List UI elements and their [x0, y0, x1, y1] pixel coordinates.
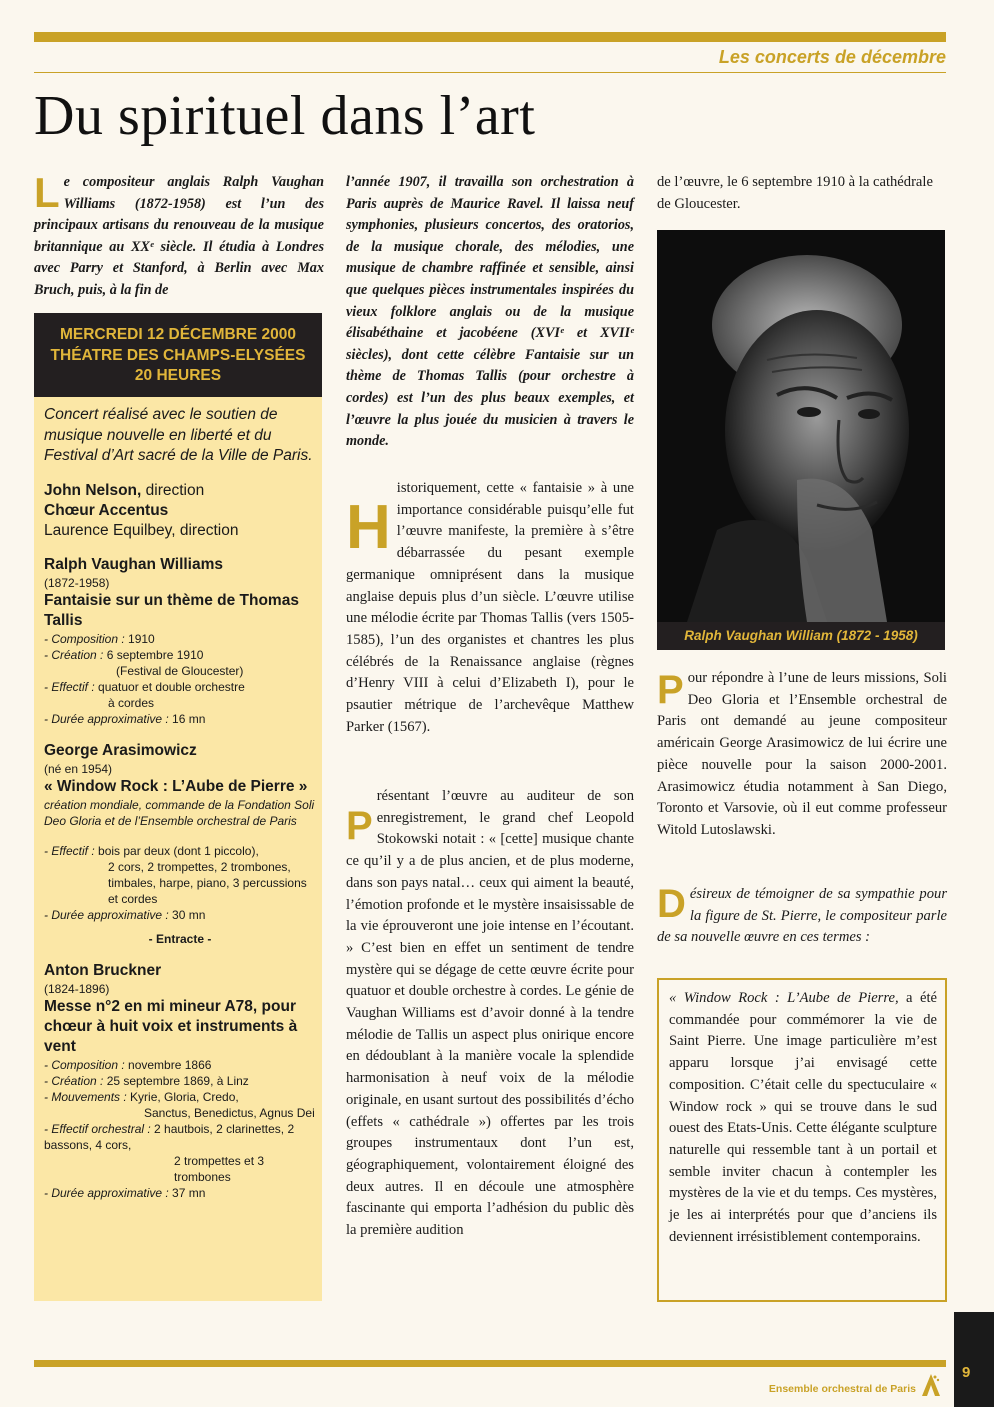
detail-continuation: 2 cors, 2 trompettes, 2 trombones, timbales, harpe, piano, 3 percussions et cordes — [108, 859, 307, 906]
work-detail — [44, 1121, 316, 1153]
work-detail — [44, 1057, 316, 1073]
event-date: MERCREDI 12 DÉCEMBRE 2000 — [59, 326, 296, 343]
work-dates: (1824-1896) — [44, 981, 110, 996]
work-title: « Window Rock : L’Aube de Pierre » — [44, 777, 308, 795]
entracte: - Entracte - — [148, 931, 212, 946]
col3-dropcap-p: P — [657, 668, 684, 712]
work-note: création mondiale, commande de la Fondation Soli Deo Gloria et de l’Ensemble orchestral de Paris — [44, 797, 315, 828]
col3-text-2: ésireux de témoigner de sa sympathie pour la figure de St. Pierre, le compositeur parle de sa nouvelle œuvre en ces termes : — [657, 886, 947, 946]
work-composer: Anton Bruckner — [44, 961, 162, 979]
performer-role: direction — [141, 481, 205, 499]
page-tab — [954, 1312, 994, 1407]
detail-label: - Mouvements : — [44, 1089, 127, 1104]
page-number: 9 — [962, 1364, 971, 1381]
work-detail — [44, 1185, 316, 1201]
ensemble-logo-icon — [920, 1372, 942, 1398]
detail-label: - Effectif : — [44, 843, 95, 858]
work-detail — [44, 1089, 316, 1105]
intro-dropcap: L — [34, 169, 60, 216]
work-detail — [44, 843, 316, 859]
page-title: Du spirituel dans l’art — [34, 85, 536, 147]
col2-text-2: résentant l’œuvre au auditeur de son enregistrement, le grand chef Leopold Stokowski notait : « [cette] musique chante ce qu’il y a de plus ancien, et de plus moderne, dans son pays natal… ceux qui aiment la beauté, l’émotion profonde et le mystère insaisissable de la vie éprouveront une joie intense en l’écoutant. » C’est bien en effet un sentiment de tendre mystère qui se dégage de cette œuvre écrite pour quatuor et double orchestre à cordes. Le génie de Vaughan Williams est d’avoir donné à la tendre mélodie de Tallis un aspect plus onirique encore en dédoublant à la manière vocale la splendide harmonisation à neuf voix de la mélodie originale, en usant surtout des possibilités d’écho (effets « cathédrale ») offertes par les trois groupes instrumentaux dont l’un est, géographiquement, volontairement éloigné des deux autres. Il en découle une atmosphère fascinante qui emporta l’adhésion du public dès la première audition — [346, 788, 634, 1239]
col2-dropcap-p: P — [346, 804, 373, 848]
detail-value: 2 hautbois, 2 clarinettes, 2 bassons, 4 cors, — [44, 1121, 295, 1152]
detail-label: - Effectif orchestral : — [44, 1121, 151, 1136]
detail-label: - Composition : — [44, 1057, 125, 1072]
work-title: Messe n°2 en mi mineur A78, pour chœur à huit voix et instruments à vent — [44, 997, 298, 1055]
work-title: Fantaisie sur un thème de Thomas Tallis — [44, 591, 299, 629]
quote-title: « Window Rock : L’Aube de Pierre, — [669, 990, 899, 1006]
work-detail — [44, 647, 316, 663]
detail-value: 16 mn — [168, 711, 206, 726]
portrait-caption: Ralph Vaughan William (1872 - 1958) — [657, 622, 945, 650]
col2-paragraph-1 — [346, 478, 634, 738]
performer-line: Laurence Equilbey, direction — [44, 521, 239, 539]
col2-paragraph-2 — [346, 786, 634, 1242]
detail-value: 37 mn — [168, 1185, 206, 1200]
event-venue: THÉATRE DES CHAMPS-ELYSÉES — [50, 346, 306, 364]
detail-value: novembre 1866 — [124, 1057, 212, 1072]
event-time: 20 HEURES — [134, 367, 222, 384]
detail-continuation: 2 trompettes et 3 trombones — [174, 1153, 265, 1184]
work-composer: Ralph Vaughan Williams — [44, 555, 224, 573]
quote-box — [657, 978, 947, 1302]
detail-value: bois par deux (dont 1 piccolo), — [94, 843, 259, 858]
work-detail — [44, 679, 316, 695]
col3-paragraph-2 — [657, 884, 947, 949]
detail-value: Kyrie, Gloria, Credo, — [126, 1089, 239, 1104]
col2-italic-paragraph: l’année 1907, il travailla son orchestration à Paris auprès de Maurice Ravel. Il laissa neuf symphonies, plusieurs concertos, des oratorios, de la musique chorale, des mélodies, une musique de chambre raffinée et sensible, ainsi que quelques pièces instrumentales inspirées du vieux folklore anglais ou de la musique élisabéthaine et jacobéene (XVIᵉ et XVIIᵉ siècles), dont cette célèbre Fantaisie sur un thème de Thomas Tallis (pour orchestre à cordes) est l’un des plus beaux exemples, et l’œuvre la plus jouée du musicien à travers le monde. — [346, 174, 634, 450]
bottom-rule — [34, 1360, 946, 1367]
portrait-illustration — [657, 230, 945, 622]
quote-text: a été commandée pour commémorer la vie de Saint Pierre. Une image particulière m’est apparu lorsque j’ai envisagé cette composition. C’était celle du spectuculaire « Window rock » qui se trouve dans le sud ouest des Etats-Unis. Cette élégante sculpture naturelle qui ressemble tant à un portail et semble inviter chacun à contempler les mystères de la vie et du temps. Ces mystères, je les ai interprétés pour que d’anciens ils deviennent irrésistiblement contemporains. — [669, 990, 937, 1245]
work-detail — [44, 1073, 316, 1089]
detail-label: - Durée approximative : — [44, 1185, 169, 1200]
detail-label: - Durée approximative : — [44, 711, 169, 726]
performer-name: John Nelson, — [44, 481, 142, 499]
detail-value: 1910 — [124, 631, 155, 646]
program-support: Concert réalisé avec le soutien de musique nouvelle en liberté et du Festival d’Art sacré de la Ville de Paris. — [44, 406, 313, 464]
col3-paragraph-1 — [657, 668, 947, 842]
detail-label: - Création : — [44, 1073, 104, 1088]
footer-label: Ensemble orchestral de Paris — [768, 1383, 916, 1395]
detail-value: 30 mn — [168, 907, 206, 922]
work-dates: (né en 1954) — [44, 761, 113, 776]
intro-text: e compositeur anglais Ralph Vaughan Williams (1872-1958) est l’un des principaux artisans du renouveau de la musique britannique au XXᵉ siècle. Il étudia à Londres avec Parry et Stanford, à Berlin avec Max Bruch, puis, à la fin de — [34, 174, 324, 298]
header-rule — [34, 72, 946, 73]
col3-dropcap-d: D — [657, 882, 686, 926]
work-detail — [44, 907, 316, 923]
work-composer: George Arasimowicz — [44, 741, 197, 759]
top-rule — [34, 32, 946, 42]
work-detail — [44, 631, 316, 647]
detail-label: - Composition : — [44, 631, 125, 646]
performer-line — [44, 481, 316, 501]
col3-top-text: de l’œuvre, le 6 septembre 1910 à la cathédrale de Gloucester. — [657, 174, 933, 212]
detail-value: quatuor et double orchestre — [94, 679, 245, 694]
detail-label: - Effectif : — [44, 679, 95, 694]
detail-value: 6 septembre 1910 — [103, 647, 204, 662]
work-detail — [44, 711, 316, 727]
composer-portrait — [657, 230, 945, 622]
detail-continuation: à cordes — [108, 695, 155, 710]
col2-dropcap-h: H — [346, 493, 391, 562]
col2-text-1: istoriquement, cette « fantaisie » à une importance considérable puisqu’elle fut l’œuvre manifeste, la première à s’être débarrassée du pesant exemple germanique omniprésent dans la musique anglaise depuis plus d’un siècle. L’œuvre utilise une mélodie écrite par Thomas Tallis (vers 1505-1585), l’un des organistes et chantres les plus célébrés de la Renaissance anglaise (règnes d’Henry VIII à celui d’Elizabeth I), pour le psautier métrique de l’archevêque Matthew Parker (1567). — [346, 480, 634, 735]
performer-line: Chœur Accentus — [44, 501, 169, 519]
detail-value: 25 septembre 1869, à Linz — [103, 1073, 249, 1088]
detail-continuation: Sanctus, Benedictus, Agnus Dei — [144, 1105, 315, 1120]
event-box — [34, 313, 322, 397]
work-dates: (1872-1958) — [44, 575, 110, 590]
intro-paragraph — [34, 169, 324, 301]
program-box — [34, 397, 322, 1301]
detail-label: - Création : — [44, 647, 104, 662]
detail-continuation: (Festival de Gloucester) — [116, 663, 244, 678]
col3-text-1: our répondre à l’une de leurs missions, Soli Deo Gloria et l’Ensemble orchestral de Paris ont demandé au jeune compositeur américain George Arasimowicz de lui écrire une pièce nouvelle pour la saison 2000-2001. Arasimowicz étudia notamment à San Diego, Toronto et Varsovie, où il eut comme professeur Witold Lutoslawski. — [657, 670, 947, 838]
detail-label: - Durée approximative : — [44, 907, 169, 922]
section-header: Les concerts de décembre — [718, 47, 946, 67]
